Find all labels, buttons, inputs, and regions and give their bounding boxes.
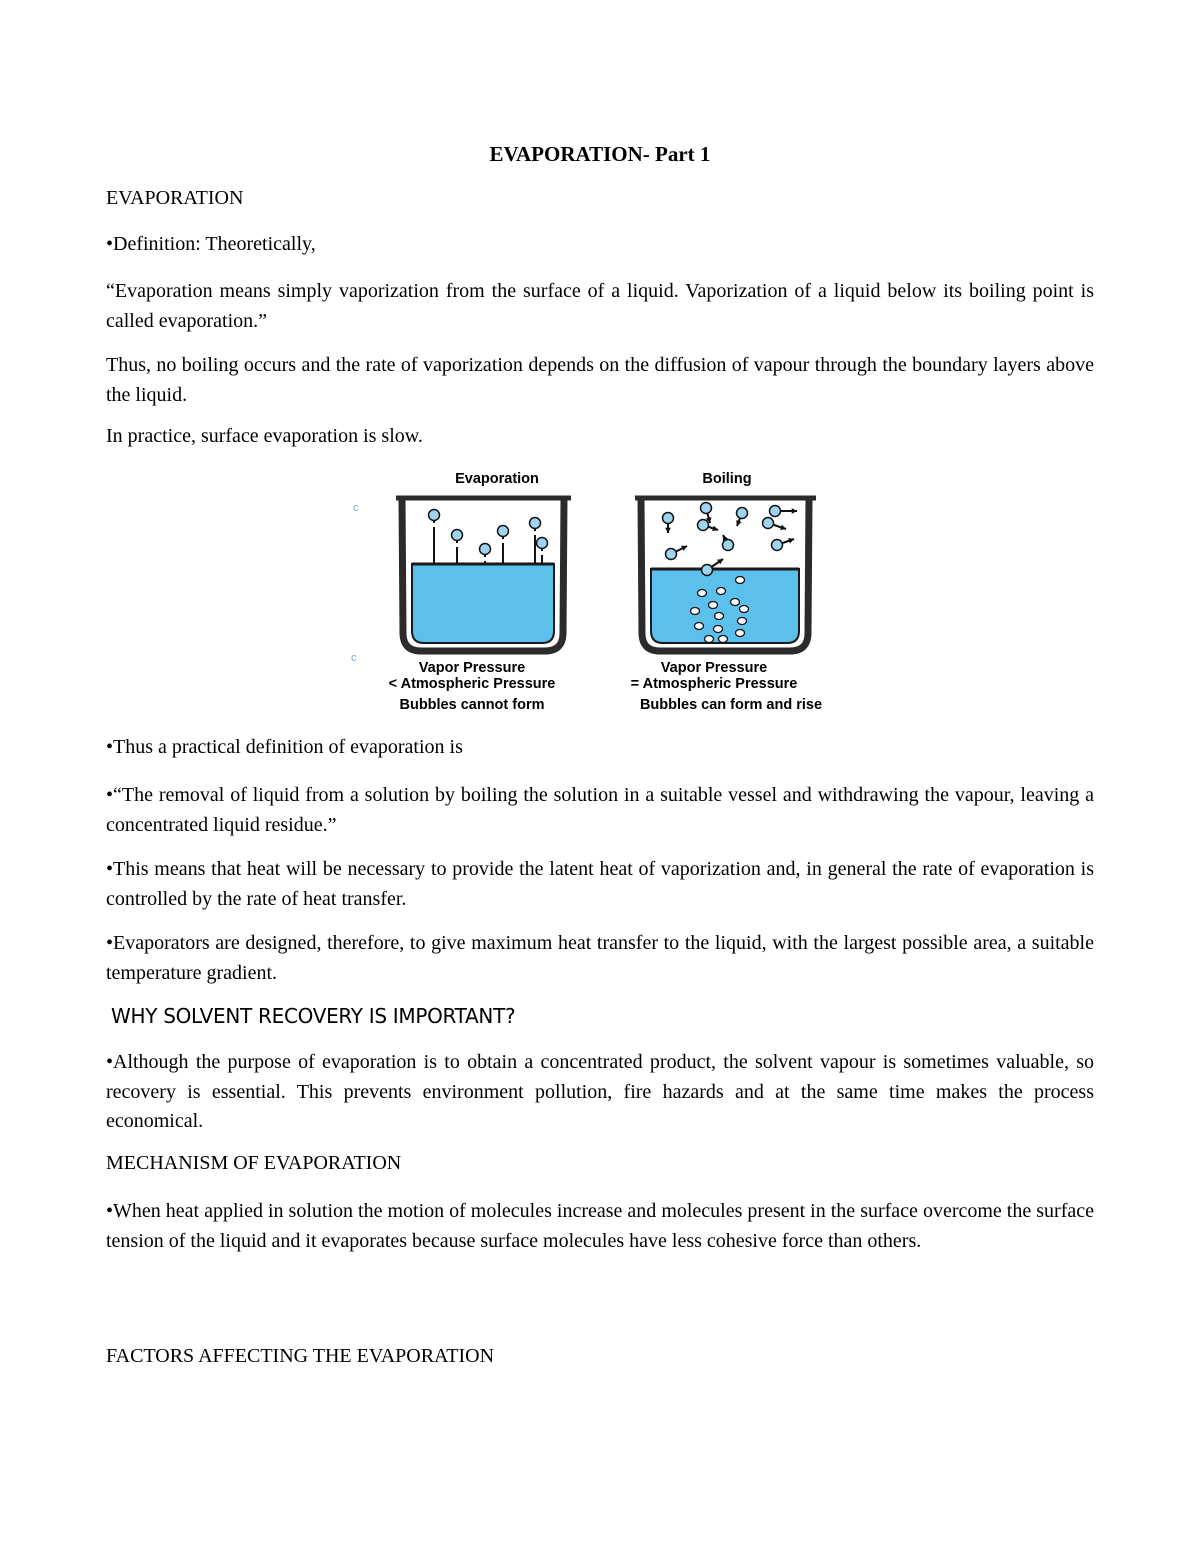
evaporation-beaker bbox=[396, 498, 571, 651]
boiling-molecule bbox=[666, 546, 688, 560]
evaporators-paragraph: •Evaporators are designed, therefore, to give maximum heat transfer to the liquid, with the largest possible area, a suitable temperature gradient. bbox=[106, 932, 1094, 984]
evaporating-molecule bbox=[452, 530, 463, 544]
solvent-recovery-paragraph: •Although the purpose of evaporation is to obtain a concentrated product, the solvent vapour is sometimes valuable, so recovery is essential. This prevents environment pollution, fire hazards and at the same time makes the process economical. bbox=[106, 1051, 1094, 1132]
bubble bbox=[705, 636, 714, 643]
page-title: EVAPORATION- Part 1 bbox=[489, 142, 711, 166]
factors-heading: FACTORS AFFECTING THE EVAPORATION bbox=[106, 1345, 495, 1367]
boiling-molecules bbox=[663, 503, 798, 576]
evaporation-boiling-figure bbox=[345, 463, 855, 723]
boiling-molecule bbox=[763, 518, 787, 531]
bubble bbox=[698, 590, 707, 597]
evaporating-molecule bbox=[429, 510, 440, 524]
mechanism-heading: MECHANISM OF EVAPORATION bbox=[106, 1152, 402, 1174]
thus-paragraph: Thus, no boiling occurs and the rate of vaporization depends on the diffusion of vapour through the boundary layers above the liquid. bbox=[106, 354, 1094, 406]
figure-right-title: Boiling bbox=[702, 471, 752, 487]
heading-evaporation: EVAPORATION bbox=[106, 187, 244, 209]
practical-definition-quote: •“The removal of liquid from a solution by boiling the solution in a suitable vessel and withdrawing the vapour, leaving a concentrated liquid residue.” bbox=[106, 784, 1094, 836]
boiling-molecule bbox=[772, 538, 795, 550]
bubble bbox=[740, 606, 749, 613]
bubble bbox=[709, 602, 718, 609]
evaporating-molecule bbox=[498, 526, 509, 540]
bubble bbox=[738, 618, 747, 625]
boiling-molecule bbox=[663, 513, 674, 534]
bubble bbox=[695, 623, 704, 630]
evaporating-molecule bbox=[480, 544, 491, 558]
boiling-molecule bbox=[723, 535, 734, 551]
bubble bbox=[736, 577, 745, 584]
mechanism-paragraph: •When heat applied in solution the motion of molecules increase and molecules present in the surface overcome the surface tension of the liquid and it evaporates because surface molecules have less cohesive force than others. bbox=[106, 1200, 1094, 1252]
left-caption-line2: < Atmospheric Pressure bbox=[388, 676, 556, 692]
evaporation-molecules bbox=[429, 510, 548, 564]
evaporating-molecule bbox=[537, 538, 548, 552]
right-caption-line3: Bubbles can form and rise bbox=[639, 697, 823, 713]
boiling-liquid bbox=[651, 569, 799, 643]
boiling-molecule bbox=[736, 508, 747, 527]
left-caption-line1: Vapor Pressure bbox=[418, 660, 526, 676]
bubble bbox=[714, 626, 723, 633]
definition-label: •Definition: Theoretically, bbox=[106, 233, 316, 255]
bubble bbox=[715, 613, 724, 620]
evaporating-molecule bbox=[530, 518, 541, 532]
margin-mark-top: c bbox=[353, 502, 359, 514]
practical-definition-intro: •Thus a practical definition of evaporation is bbox=[106, 736, 463, 758]
right-caption-line2: = Atmospheric Pressure bbox=[630, 676, 798, 692]
boiling-beaker bbox=[635, 498, 816, 651]
margin-mark-bottom: c bbox=[351, 652, 357, 664]
boiling-molecule bbox=[698, 520, 719, 532]
evaporation-liquid bbox=[412, 564, 554, 643]
bubble bbox=[719, 636, 728, 643]
left-caption-line3: Bubbles cannot form bbox=[399, 697, 545, 713]
boiling-molecule bbox=[770, 506, 798, 517]
bubble bbox=[731, 599, 740, 606]
practice-line: In practice, surface evaporation is slow. bbox=[106, 425, 423, 447]
right-caption-line1: Vapor Pressure bbox=[660, 660, 768, 676]
bubble bbox=[691, 608, 700, 615]
bubble bbox=[736, 630, 745, 637]
bubble bbox=[717, 588, 726, 595]
solvent-recovery-heading: WHY SOLVENT RECOVERY IS IMPORTANT? bbox=[111, 1004, 516, 1028]
figure-left-title: Evaporation bbox=[455, 471, 539, 487]
definition-quote: “Evaporation means simply vaporization from the surface of a liquid. Vaporization of a liquid below its boiling point is called evaporation.” bbox=[106, 280, 1094, 332]
heat-paragraph: •This means that heat will be necessary to provide the latent heat of vaporization and, in general the rate of evaporation is controlled by the rate of heat transfer. bbox=[106, 858, 1094, 910]
